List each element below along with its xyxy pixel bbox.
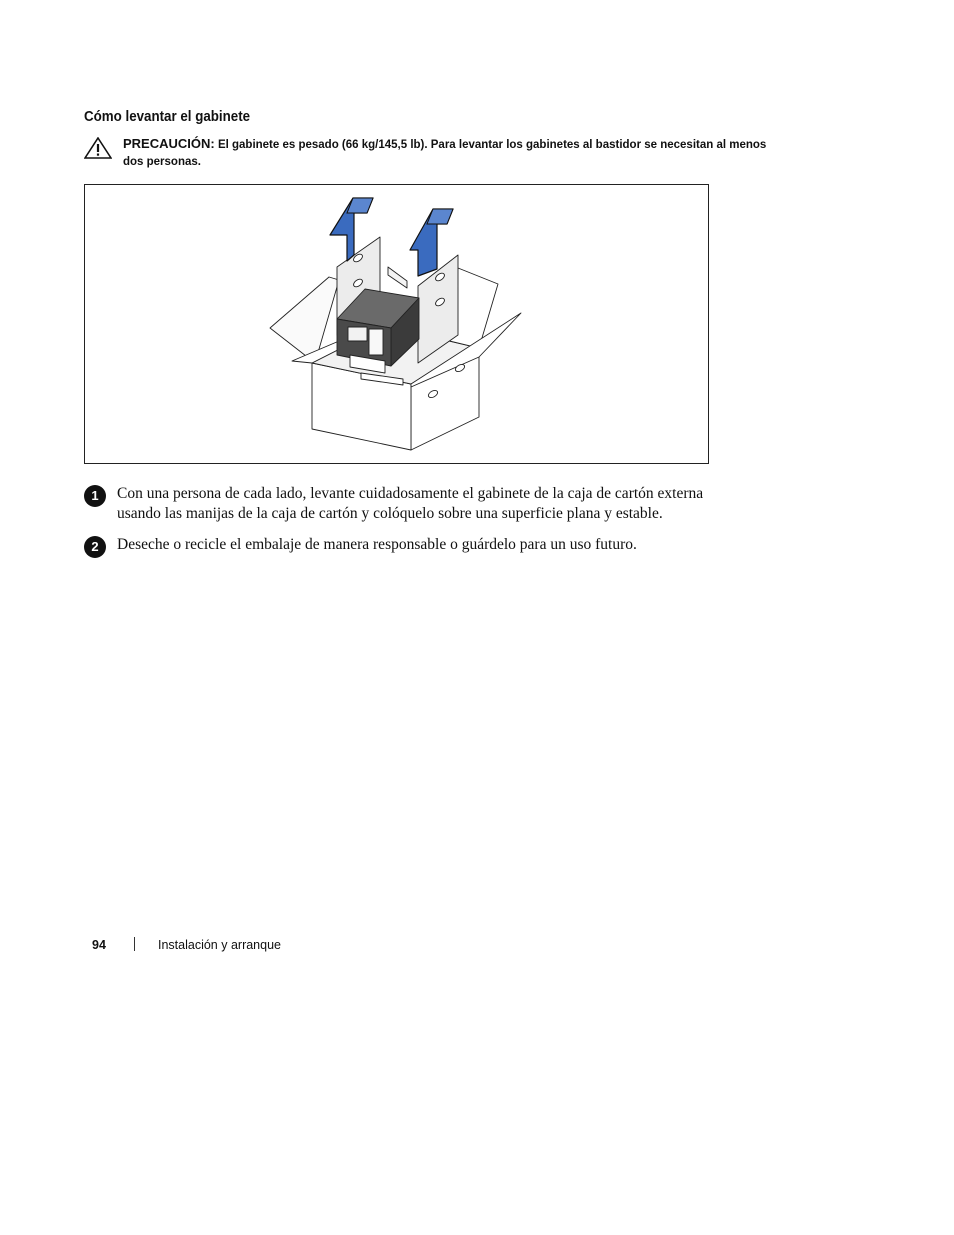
step-text: Deseche o recicle el embalaje de manera responsable o guárdelo para un uso futuro.: [117, 536, 637, 553]
footer-divider: [134, 937, 135, 951]
warning-triangle-icon: [84, 137, 112, 159]
lifting-illustration: [84, 184, 709, 464]
cabinet-box-drawing: [85, 185, 708, 463]
step-number-badge: 2: [84, 536, 106, 558]
page-number: 94: [92, 938, 106, 952]
caution-label: PRECAUCIÓN:: [123, 136, 215, 151]
footer-section-title: Instalación y arranque: [158, 938, 281, 952]
section-heading: Cómo levantar el gabinete: [84, 109, 251, 125]
caution-text: El gabinete es pesado (66 kg/145,5 lb). Para levantar los gabinetes al bastidor se necesitan al menos dos personas.: [123, 139, 767, 168]
step-text: Con una persona de cada lado, levante cuidadosamente el gabinete de la caja de cartón externa usando las manijas de la caja de cartón y colóquelo sobre una superficie plana y estable.: [117, 485, 704, 522]
step-number-badge: 1: [84, 485, 106, 507]
